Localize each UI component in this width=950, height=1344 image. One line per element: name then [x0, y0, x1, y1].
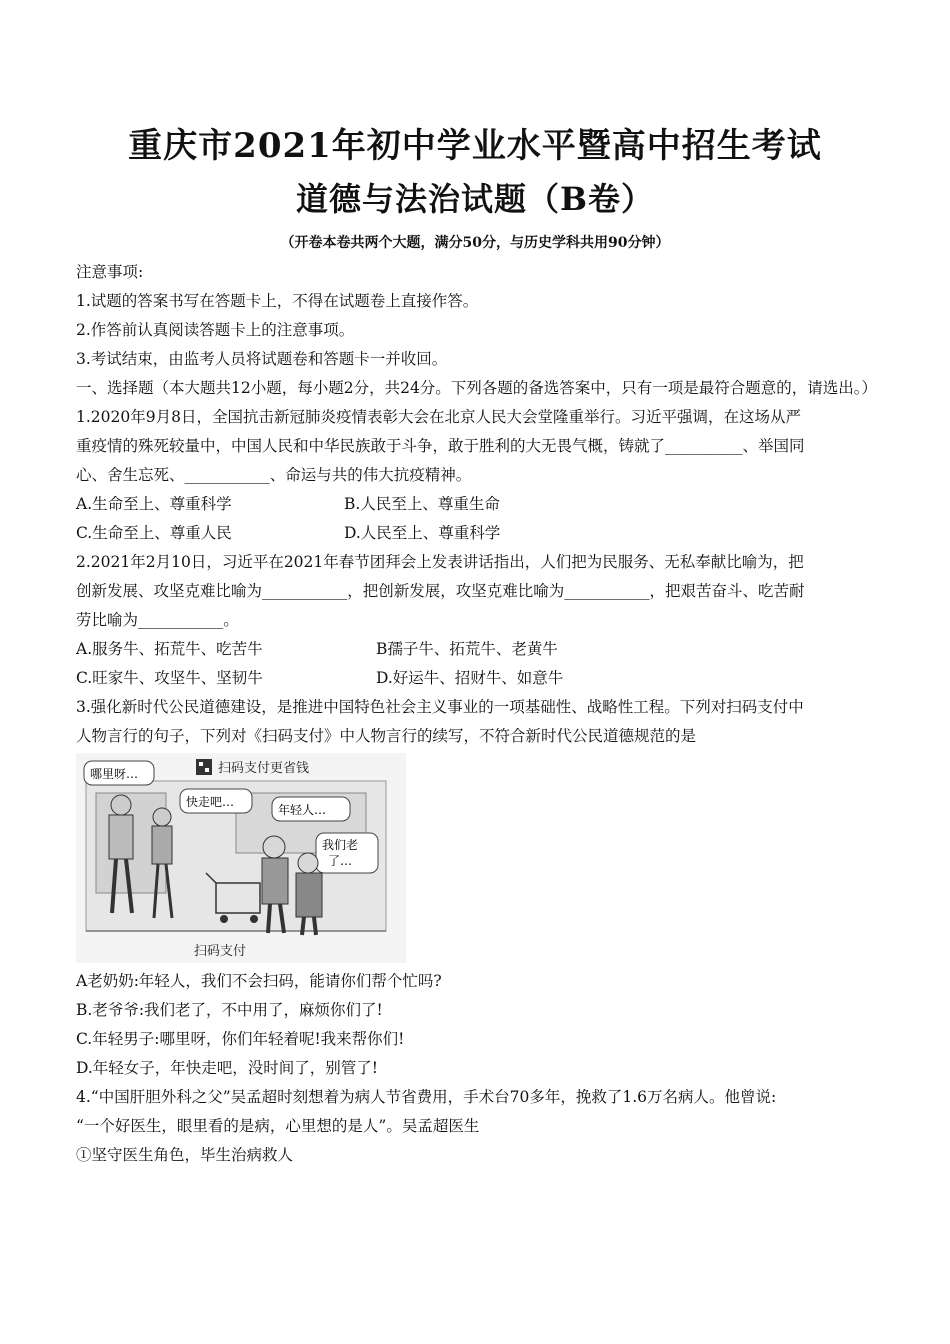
question-2-stem: 劳比喻为___________。	[76, 611, 239, 629]
option-b: B.人民至上、尊重生命	[344, 495, 500, 513]
option-d: D.好运牛、招财牛、如意牛	[376, 669, 564, 687]
option-a: A老奶奶:年轻人，我们不会扫码，能请你们帮个忙吗?	[76, 972, 442, 990]
option-c: C.生命至上、尊重人民	[76, 524, 232, 542]
question-2-options-row	[76, 635, 884, 664]
question-1-stem: 重疫情的殊死较量中，中国人民和中华民族敢于斗争，敢于胜利的大无畏气概，铸就了__________、举国同	[76, 437, 805, 455]
notice-item: 1.试题的答案书写在答题卡上，不得在试题卷上直接作答。	[76, 292, 479, 310]
notice-item: 2.作答前认真阅读答题卡上的注意事项。	[76, 321, 355, 339]
question-4-item: ①坚守医生角色，毕生治病救人	[76, 1146, 294, 1164]
option-c: C.年轻男子:哪里呀，你们年轻着呢!我来帮你们!	[76, 1030, 405, 1048]
bubble-text: 了…	[328, 854, 353, 868]
question-2-stem: 2.2021年2月10日，习近平在2021年春节团拜会上发表讲话指出，人们把为民服务、无私奉献比喻为，把	[76, 553, 804, 571]
bubble-text: 哪里呀…	[90, 767, 139, 781]
option-b: B孺子牛、拓荒牛、老黄牛	[376, 640, 558, 658]
exam-body	[76, 258, 884, 1170]
notice-item: 3.考试结束，由监考人员将试题卷和答题卡一并收回。	[76, 350, 448, 368]
bubble-text: 我们老	[322, 838, 359, 852]
exam-title: 重庆市2021年初中学业水平暨高中招生考试	[128, 126, 822, 166]
bubble-text: 年轻人…	[278, 803, 327, 817]
option-d: D.人民至上、尊重科学	[344, 524, 501, 542]
notice-heading: 注意事项:	[76, 263, 144, 281]
section-header: 一、选择题（本大题共12小题，每小题2分，共24分。下列各题的备选答案中，只有一项是最符合题意的，请选出。）	[76, 379, 878, 397]
exam-note: （开卷本卷共两个大题，满分50分，与历史学科共用90分钟）	[280, 235, 670, 251]
option-d: D.年轻女子，年快走吧，没时间了，别管了!	[76, 1059, 379, 1077]
question-1-options-row	[76, 519, 884, 548]
option-b: B.老爷爷:我们老了，不中用了，麻烦你们了!	[76, 1001, 383, 1019]
question-4-stem: 4.“中国肝胆外科之父”吴孟超时刻想着为病人节省费用，手术台70多年，挽救了1.6万名病人。他曾说:	[76, 1088, 777, 1106]
question-1-stem: 1.2020年9月8日，全国抗击新冠肺炎疫情表彰大会在北京人民大会堂隆重举行。习近平强调，在这场从严	[76, 408, 801, 426]
option-a: A.服务牛、拓荒牛、吃苦牛	[76, 640, 263, 658]
option-c: C.旺家牛、攻坚牛、坚韧牛	[76, 669, 263, 687]
question-1-stem: 心、舍生忘死、___________、命运与共的伟大抗疫精神。	[76, 466, 472, 484]
question-3-stem: 3.强化新时代公民道德建设，是推进中国特色社会主义事业的一项基础性、战略性工程。下列对扫码支付中	[76, 698, 804, 716]
exam-subtitle: 道德与法治试题（B卷）	[295, 180, 655, 218]
question-3-stem: 人物言行的句子，下列对《扫码支付》中人物言行的续写，不符合新时代公民道德规范的是	[76, 727, 697, 745]
bubble-text: 快走吧…	[186, 795, 235, 809]
option-a: A.生命至上、尊重科学	[76, 495, 232, 513]
sign-text: 扫码支付更省钱	[218, 761, 310, 776]
cartoon-illustration	[76, 753, 406, 963]
question-1-options-row	[76, 490, 884, 519]
question-2-options-row	[76, 664, 884, 693]
cartoon-caption: 扫码支付	[194, 944, 247, 959]
scan-pay-cartoon	[76, 753, 406, 963]
question-2-stem: 创新发展、攻坚克难比喻为___________，把创新发展，攻坚克难比喻为___________，把艰苦奋斗、吃苦耐	[76, 582, 805, 600]
question-4-stem: “一个好医生，眼里看的是病，心里想的是人”。吴孟超医生	[76, 1117, 480, 1135]
